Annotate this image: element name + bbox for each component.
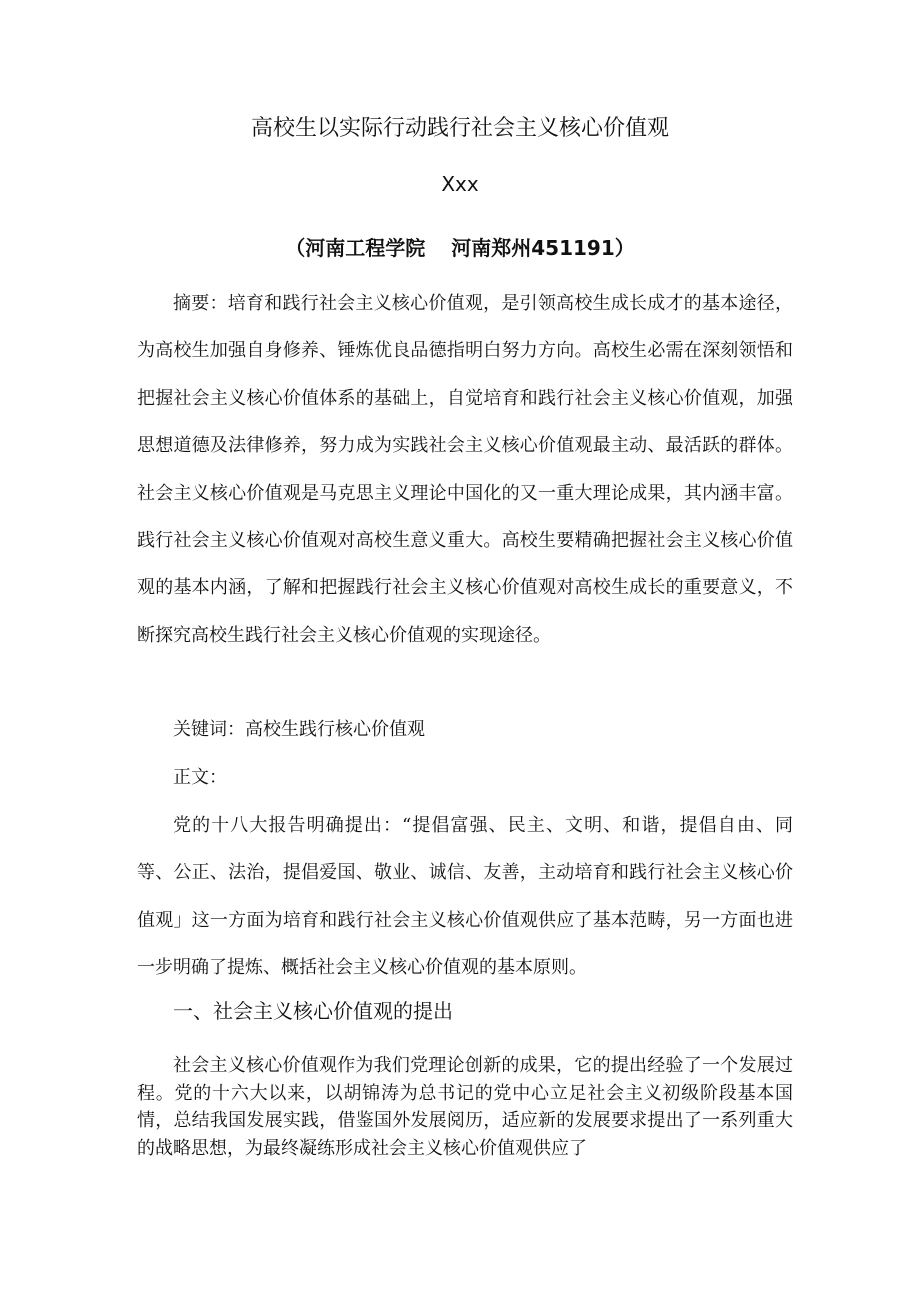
affiliation-institution: 河南工程学院: [305, 236, 426, 260]
main-text-label: 正文：: [173, 767, 227, 788]
intro-paragraph: 党的十八大报告明确提出：“提倡富强、民主、文明、和谐，提倡自由、同等、公正、法治，提倡爱国、敬业、诚信、友善，主动培育和践行社会主义核心价值观」这一方面为培育和践行社会主义核心价值观供应了基本范畴，另一方面也进一步明确了提炼、概括社会主义核心价值观的基本原则。: [137, 815, 793, 979]
author-affiliation: [0, 232, 920, 264]
abstract-paragraph: 摘要：培育和践行社会主义核心价值观，是引领高校生成长成才的基本途径，为高校生加强自身修养、锤炼优良品德指明白努力方向。高校生必需在深刻领悟和把握社会主义核心价值体系的基础上，自觉培育和践行社会主义核心价值观，加强思想道德及法律修养，努力成为实践社会主义核心价值观最主动、最活跃的群体。社会主义核心价值观是马克思主义理论中国化的又一重大理论成果，其内涵丰富。践行社会主义核心价值观对高校生意义重大。高校生要精确把握社会主义核心价值观的基本内涵，了解和把握践行社会主义核心价值观对高校生成长的重要意义，不断探究高校生践行社会主义核心价值观的实现途径。: [137, 293, 793, 646]
keywords-line: 关键词：高校生践行核心价值观: [173, 719, 425, 740]
section-heading: 一、社会主义核心价值观的提出: [173, 999, 453, 1023]
affiliation-close-paren: ）: [614, 236, 635, 260]
affiliation-open-paren: （: [285, 236, 306, 260]
keywords-block: [137, 706, 793, 753]
section-paragraph: 社会主义核心价值观作为我们党理论创新的成果，它的提出经验了一个发展过程。党的十六大以来，以胡锦涛为总书记的党中心立足社会主义初级阶段基本国情，总结我国发展实践，借鉴国外发展阅历，适应新的发展要求提出了一系列重大的战略思想，为最终凝练形成社会主义核心价值观供应了: [137, 1055, 793, 1159]
author-name: Xxx: [441, 172, 479, 196]
intro-block: [137, 802, 793, 992]
document-title: 高校生以实际行动践行社会主义核心价值观: [250, 116, 669, 141]
main-text-label-block: [137, 754, 793, 801]
abstract-block: [137, 280, 793, 659]
affiliation-location: 河南郑州451191: [451, 236, 615, 260]
